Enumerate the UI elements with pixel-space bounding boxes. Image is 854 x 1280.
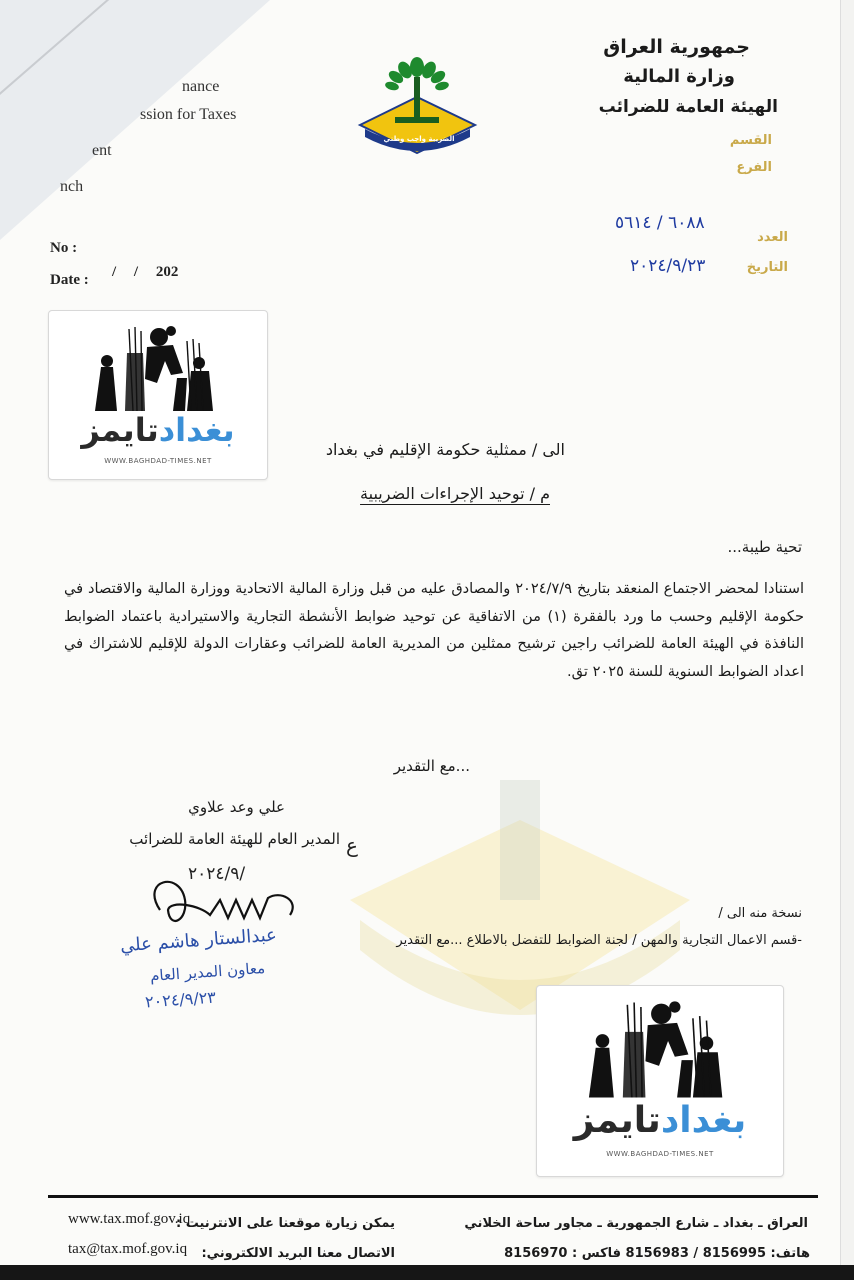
date-label: Date : bbox=[50, 272, 89, 288]
baghdad-times-stamp-bottom bbox=[536, 985, 784, 1177]
protest-figures-icon bbox=[579, 998, 739, 1102]
subject-line: م / توحيد الإجراءات الضريبية bbox=[360, 484, 550, 503]
stamp-brand: بغدادتايمز bbox=[81, 411, 235, 449]
tax-authority-emblem bbox=[355, 55, 480, 165]
footer-email-link[interactable]: tax@tax.mof.gov.iq bbox=[68, 1241, 188, 1257]
closing-regards: ...مع التقدير bbox=[393, 757, 470, 775]
header-ar-branch: الفرع bbox=[736, 160, 772, 175]
header-ar-authority: الهيئة العامة للضرائب bbox=[598, 97, 778, 117]
date-template: / / 202 bbox=[112, 264, 179, 280]
recipient-line: الى / ممثلية حكومة الإقليم في بغداد bbox=[325, 440, 565, 459]
signature-date: ٢٠٢٤/٩/ bbox=[188, 864, 246, 884]
annotation-name: عبدالستار هاشم علي bbox=[119, 924, 278, 957]
no-ar-label: العدد bbox=[757, 230, 788, 245]
copy-to-recipient: -قسم الاعمال التجارية والمهن / لجنة الضوابط للتفضل بالاطلاع ...مع التقدير bbox=[396, 933, 802, 948]
footer-address: العراق ـ بغداد ـ شارع الجمهورية ـ مجاور ساحة الخلاني bbox=[464, 1216, 808, 1231]
header-en-line-4: nch bbox=[60, 178, 84, 195]
footer-phones: هاتف: 8156995 / 8156983 فاكس : 8156970 bbox=[504, 1246, 810, 1261]
greeting: تحية طيبة... bbox=[727, 538, 802, 556]
footer-divider bbox=[48, 1195, 818, 1198]
header-en-line-3: ent bbox=[92, 142, 112, 159]
signatory-title: المدير العام للهيئة العامة للضرائب bbox=[129, 830, 340, 848]
annotation-date: ٢٠٢٤/٩/٢٣ bbox=[144, 987, 217, 1012]
stamp-brand: بغدادتايمز bbox=[573, 1100, 747, 1141]
letter-body: استنادا لمحضر الاجتماع المنعقد بتاريخ ٢٠٢٤/٧/٩ والمصادق عليه من قبل وزارة المالية الاتحادية ووزارة المالية والاقتصاد في حكومة الإقليم وحسب ما ورد بالفقرة (١) من الاتفاقية عن توحيد ضوابط الأنشطة التجارية والاستيرادية باعتماد الضوابط النافذة في الهيئة العامة للضرائب راجين ترشيح ممثلين من المديرية العامة للضرائب وعقارات الدولة للإقليم للاشتراك في اعداد الضوابط السنوية للسنة ٢٠٢٥ تق. bbox=[64, 580, 804, 680]
header-ar-section: القسم bbox=[729, 133, 772, 148]
palm-emblem-icon bbox=[355, 55, 480, 165]
bottom-edge bbox=[0, 1265, 854, 1280]
protest-figures-icon bbox=[87, 323, 227, 415]
signatory-name: علي وعد علاوي bbox=[188, 798, 285, 816]
header-en-line-1: nance bbox=[182, 78, 220, 95]
header-ar-ministry: وزارة المالية bbox=[623, 66, 735, 87]
baghdad-times-stamp-top bbox=[48, 310, 268, 480]
ref-number-handwritten: ٦٠٨٨ / ٥٦١٤ bbox=[615, 213, 705, 233]
stamp-url: WWW.BAGHDAD-TIMES.NET bbox=[104, 457, 212, 465]
header-ar-republic: جمهورية العراق bbox=[603, 36, 750, 58]
footer-website-link[interactable]: www.tax.mof.gov.iq bbox=[68, 1211, 191, 1227]
copy-to-heading: نسخة منه الى / bbox=[718, 906, 802, 921]
signature-mark: ع bbox=[346, 833, 358, 857]
footer-mail-label: الاتصال معنا البريد الالكتروني: bbox=[201, 1246, 395, 1261]
ref-date-handwritten: ٢٠٢٤/٩/٢٣ bbox=[630, 256, 706, 276]
emblem-motto: الضريبة واجب وطني bbox=[383, 135, 455, 143]
no-label: No : bbox=[50, 240, 78, 256]
annotation-title: معاون المدير العام bbox=[149, 959, 266, 985]
date-ar-label: التاريخ bbox=[746, 260, 788, 275]
footer-web-label: يمكن زيارة موقعنا على الانترنيت : bbox=[175, 1216, 395, 1231]
header-en-line-2: ssion for Taxes bbox=[140, 106, 237, 123]
stamp-url: WWW.BAGHDAD-TIMES.NET bbox=[606, 1150, 714, 1158]
